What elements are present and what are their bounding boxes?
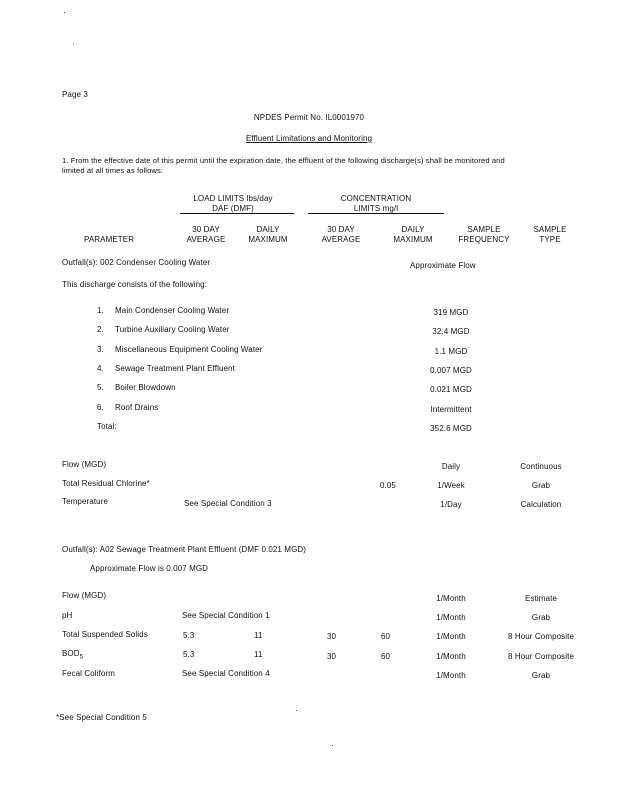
scan-speck xyxy=(73,44,74,45)
intro-line-1: 1. From the effective date of this permit until the expiration date, the effluent of the following discharge(s) shall be monitored and xyxy=(62,156,505,165)
param-freq: 1/Day xyxy=(440,500,462,509)
param-load-max: 11 xyxy=(254,650,263,659)
param-type: Grab xyxy=(531,671,551,680)
col-freq-l2: FREQUENCY xyxy=(458,235,510,244)
total-label: Total: xyxy=(97,422,117,431)
discharge-consists: This discharge consists of the following: xyxy=(62,280,208,289)
param-name: Total Residual Chlorine* xyxy=(62,479,150,488)
param-freq: 1/Month xyxy=(436,632,466,641)
param-name: Temperature xyxy=(62,497,109,506)
item-name: Sewage Treatment Plant Effluent xyxy=(115,364,235,373)
col-load-30day-l1: 30 DAY xyxy=(192,225,220,234)
col-type-l2: TYPE xyxy=(539,235,561,244)
scan-speck xyxy=(296,710,297,711)
param-note: See Special Condition 4 xyxy=(182,669,270,678)
col-load-daily-l1: DAILY xyxy=(256,225,280,234)
item-num: 4. xyxy=(97,364,104,373)
item-name: Miscellaneous Equipment Cooling Water xyxy=(115,345,263,354)
param-type: Grab xyxy=(531,481,551,490)
bod-label: BOD xyxy=(62,649,80,658)
load-limits-header-line1: LOAD LIMITS lbs/day xyxy=(193,194,273,203)
param-freq: 1/Month xyxy=(436,652,466,661)
item-flow: Intermittent xyxy=(430,405,472,414)
param-note: See Special Condition 1 xyxy=(182,611,270,620)
item-num: 3. xyxy=(97,345,104,354)
item-num: 6. xyxy=(97,403,104,412)
conc-limits-rule xyxy=(308,213,444,214)
param-freq: 1/Month xyxy=(436,594,466,603)
param-note: See Special Condition 3 xyxy=(184,499,272,508)
conc-limits-header-line1: CONCENTRATION xyxy=(340,194,412,203)
item-name: Main Condenser Cooling Water xyxy=(115,306,230,315)
outfall-a02-label: Outfall(s): A02 Sewage Treatment Plant Effluent (DMF 0.021 MGD) xyxy=(62,545,307,554)
param-type: Estimate xyxy=(525,594,557,603)
permit-title: NPDES Permit No. IL0001970 xyxy=(253,113,365,122)
param-name: Flow (MGD) xyxy=(62,460,107,469)
outfall-002-label: Outfall(s): 002 Condenser Cooling Water xyxy=(62,258,211,267)
col-conc-30day-l2: AVERAGE xyxy=(321,235,361,244)
col-conc-daily-l2: MAXIMUM xyxy=(393,235,433,244)
footnote: *See Special Condition 5 xyxy=(56,713,147,722)
item-name: Turbine Auxiliary Cooling Water xyxy=(115,325,230,334)
item-name: Roof Drains xyxy=(115,403,159,412)
item-flow: 32.4 MGD xyxy=(432,327,470,336)
param-name: Fecal Coliform xyxy=(62,669,115,678)
param-name: pH xyxy=(62,611,73,620)
param-conc-max: 60 xyxy=(381,652,391,661)
param-conc-avg: 30 xyxy=(327,652,337,661)
scan-speck xyxy=(64,12,65,13)
item-num: 5. xyxy=(97,383,104,392)
param-name-bod xyxy=(62,649,83,663)
param-type: 8 Hour Composite xyxy=(507,652,575,661)
col-type-l1: SAMPLE xyxy=(533,225,567,234)
load-limits-rule xyxy=(180,213,294,214)
bod-subscript: 5 xyxy=(79,654,84,661)
param-type: Continuous xyxy=(520,462,562,471)
col-freq-l1: SAMPLE xyxy=(467,225,501,234)
section-title: Effluent Limitations and Monitoring xyxy=(245,134,373,143)
param-load-max: 11 xyxy=(254,631,263,640)
conc-limits-header-line2: LIMITS mg/l xyxy=(353,204,399,213)
approx-flow-label: Approximate Flow xyxy=(410,261,476,270)
scan-speck xyxy=(332,745,333,746)
param-name: Total Suspended Solids xyxy=(62,630,148,639)
item-num: 1. xyxy=(97,306,104,315)
param-freq: 1/Month xyxy=(436,671,466,680)
col-parameter: PARAMETER xyxy=(84,235,135,244)
item-num: 2. xyxy=(97,325,104,334)
col-load-30day-l2: AVERAGE xyxy=(186,235,226,244)
col-load-daily-l2: MAXIMUM xyxy=(248,235,288,244)
param-freq: 1/Month xyxy=(436,613,466,622)
intro-line-2: limited at all times as follows: xyxy=(62,166,164,175)
total-flow: 352.6 MGD xyxy=(430,424,472,433)
load-limits-header-line2: DAF (DMF) xyxy=(212,204,254,213)
param-freq: 1/Week xyxy=(437,481,465,490)
param-type: Calculation xyxy=(520,500,562,509)
item-flow: 0.021 MGD xyxy=(430,385,472,394)
a02-approx-flow: Approximate Flow is 0.007 MGD xyxy=(90,564,209,573)
item-flow: 0.007 MGD xyxy=(430,366,472,375)
col-conc-30day-l1: 30 DAY xyxy=(327,225,355,234)
item-name: Boiler Blowdown xyxy=(115,383,176,392)
param-load-avg: 5.3 xyxy=(183,650,195,659)
param-conc-avg: 30 xyxy=(327,632,337,641)
param-type: Grab xyxy=(531,613,551,622)
param-type: 8 Hour Composite xyxy=(507,632,575,641)
page-label: Page 3 xyxy=(62,90,88,99)
param-freq: Daily xyxy=(441,462,461,471)
param-name: Flow (MGD) xyxy=(62,591,107,600)
param-conc-daily: 0.05 xyxy=(380,481,396,490)
param-conc-max: 60 xyxy=(381,632,391,641)
item-flow: 319 MGD xyxy=(433,308,469,317)
col-conc-daily-l1: DAILY xyxy=(401,225,425,234)
param-load-avg: 5.3 xyxy=(183,631,195,640)
item-flow: 1.1 MGD xyxy=(434,347,468,356)
